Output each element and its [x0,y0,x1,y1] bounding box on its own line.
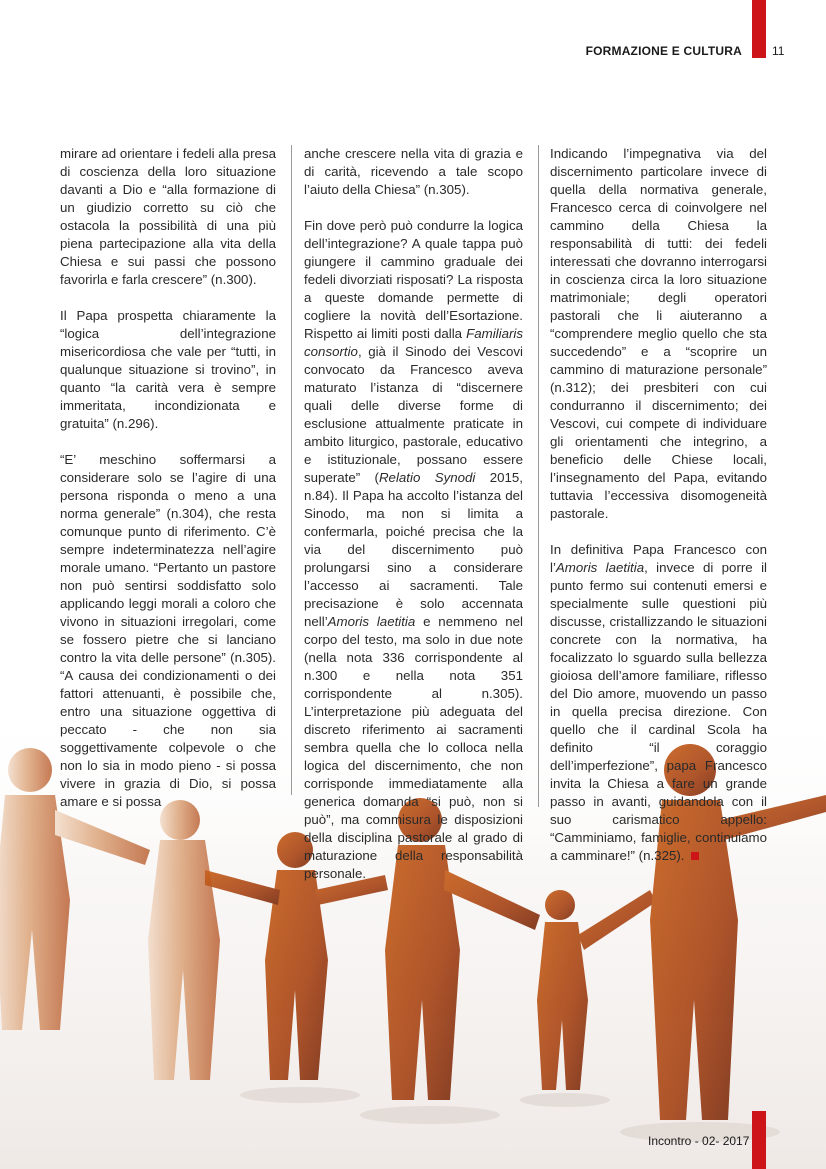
issue-footer: Incontro - 02- 2017 [648,1134,750,1148]
article-end-square-icon [691,852,699,860]
text-column-2 [304,145,523,883]
column-divider-1 [291,145,292,795]
italic-title: Familiaris consortio [304,326,523,359]
text-run: 2015, n.84). Il Papa ha accolto l’istanza del Sinodo, ma non si limita a confermarla, poiché precisa che la via del discernimento può prolungarsi sino a considerare l’accesso ai sacramenti. Tale precisazione è solo accennata nell’ [304,470,523,629]
text-run: e nemmeno nel corpo del testo, ma solo in due note (nella nota 336 corrispondente al n.300 e nella nota 351 corrispondente al n.305). L’interpretazione più adeguata del discreto riferimento ai sacramenti sembra quella che lo colloca nella logica del discernimento, che non corrisponde immediatamente alla generica domanda “si può, non si può”, ma commisura le disposizioni della disciplina pastorale al grado di maturazione della responsabilità personale. [304,614,523,881]
page-number: 11 [772,44,785,58]
paragraph: anche crescere nella vita di grazia e di carità, ricevendo a tale scopo l’aiuto della Chiesa” (n.305). [304,146,523,197]
column-divider-2 [538,145,539,807]
header-red-tab [752,0,766,58]
paragraph [550,541,767,865]
text-column-1 [60,145,276,811]
paragraph: Il Papa prospetta chiaramente la “logica dell’integrazione misericordiosa che vale per “tutti, in qualunque situazione si trovino”, in quanto “la carità vera è sempre immeritata, incondizionata e gratuita” (n.296). [60,308,276,431]
italic-title: Amoris laetitia [327,614,416,629]
paragraph [304,217,523,883]
italic-title: Amoris laetitia [555,560,645,575]
paragraph: “E’ meschino soffermarsi a considerare solo se l’agire di una persona risponda o meno a una norma generale” (n.304), che resta comunque punto di riferimento. C’è sempre indeterminatezza nell’agire morale umano. “Pertanto un pastore non può sentirsi soddisfatto solo applicando leggi morali a coloro che vivono in situazioni irregolari, come se fossero pietre che si lanciano contro la vita delle persone” (n.305). “A causa dei condizionamenti o dei fattori attenuanti, è possibile che, entro una situazione oggettiva di peccato - che non sia soggettivamente colpevole o che non lo sia in modo pieno - si possa vivere in grazia di Dio, si possa amare e si possa [60,452,276,809]
section-title: FORMAZIONE E CULTURA [585,44,742,58]
italic-title: Relatio Synodi [378,470,476,485]
text-column-3 [550,145,767,865]
text-run: In definitiva Papa Francesco con l’ [550,542,767,575]
paragraph: Indicando l’impegnativa via del discernimento particolare invece di quella della normativa generale, Francesco cerca di coinvolgere nel cammino della Chiesa la responsabilità di tutti: dei fedeli interessati che dovranno interrogarsi in coscienza circa la loro situazione matrimoniale; degli operatori pastorali che li aiuteranno a “comprendere meglio quello che sta succedendo” e a “scoprire un cammino di maturazione personale” (n.312); dei presbiteri con cui condurranno il discernimento; dei Vescovi, cui compete di individuare gli orientamenti che integrino, a beneficio delle Chiese locali, l’insegnamento del Papa, evitando tuttavia l’eccessiva disomogeneità pastorale. [550,146,767,521]
text-run: , già il Sinodo dei Vescovi convocato da Francesco aveva maturato l’istanza di “discernere quali delle diverse forme di esclusione attualmente praticate in ambito liturgico, pastorale, educativo e istituzionale, possano essere superate” ( [304,344,523,485]
footer-red-tab [752,1111,766,1169]
paragraph: mirare ad orientare i fedeli alla presa di coscienza della loro situazione davanti a Dio e “alla formazione di un giudizio corretto su ciò che ostacola la possibilità di una più piena partecipazione alla vita della Chiesa e sui passi che possono favorirla e farla crescere” (n.300). [60,146,276,287]
text-run: , invece di porre il punto fermo sui contenuti emersi e specialmente sulle questioni più discusse, cristallizzando le situazioni concrete con la normativa, ha focalizzato lo sguardo sulla bellezza gioiosa dell’amore familiare, riflesso del Dio amore, muovendo un passo in quella precisa direzione. Con quello che il cardinal Scola ha definito “il coraggio dell’imperfezione”, papa Francesco invita la Chiesa a fare un grande passo in avanti, guidandola con il suo carismatico appello: “Camminiamo, famiglie, continuiamo a camminare!” (n.325). [550,560,767,863]
text-run: Fin dove però può condurre la logica dell’integrazione? A quale tappa può giungere il cammino graduale dei fedeli divorziati risposati? La risposta a queste domande permette di cogliere la novità dell’Esortazione. Rispetto ai limiti posti dalla [304,218,523,341]
